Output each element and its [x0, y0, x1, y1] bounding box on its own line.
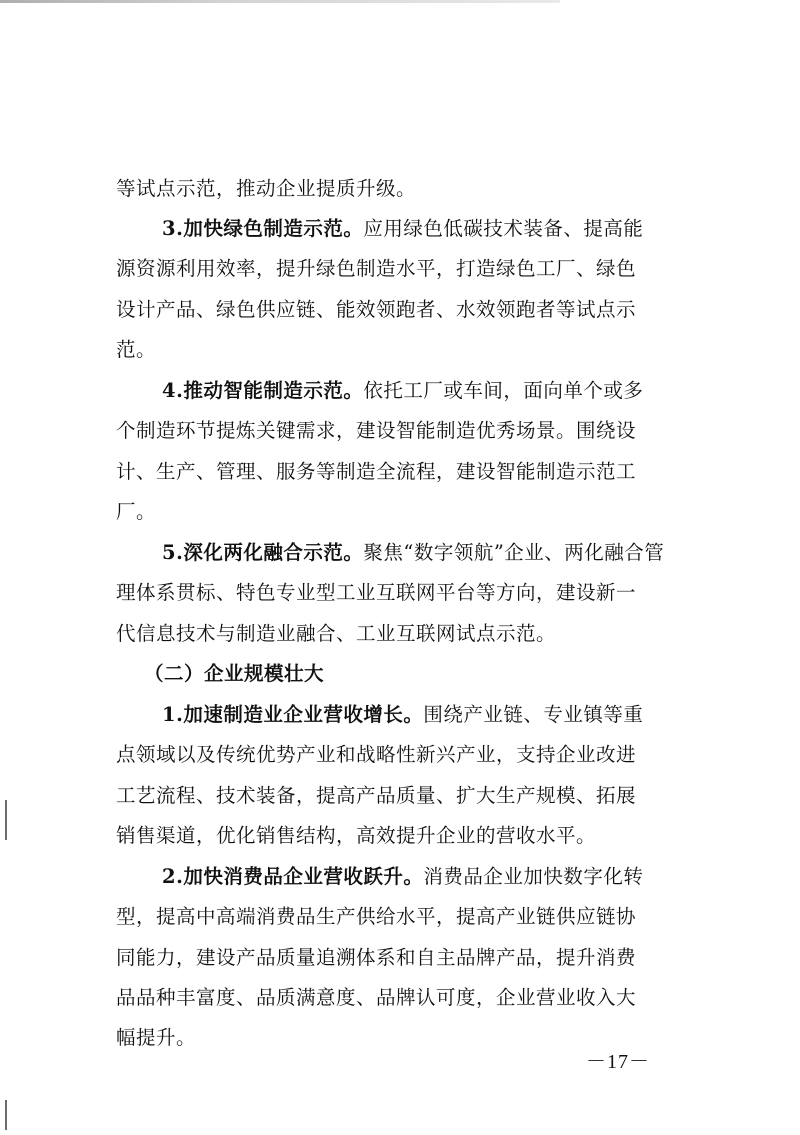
paragraph-text: 消费品企业加快数字化转 [423, 865, 644, 888]
paragraph-line: 销售渠道，优化销售结构，高效提升企业的营收水平。 [116, 824, 597, 847]
paragraph-line: 等试点示范，推动企业提质升级。 [116, 177, 417, 200]
paragraph-line: 代信息技术与制造业融合、工业互联网试点示范。 [116, 622, 557, 645]
heading-text: 1.加速制造业企业营收增长。 [162, 703, 424, 726]
paragraph-line: 工艺流程、技术装备，提高产品质量、扩大生产规模、拓展 [116, 784, 637, 807]
paragraph-line: 型，提高中高端消费品生产供给水平，提高产业链供应链协 [116, 905, 637, 928]
paragraph-line: 同能力，建设产品质量追溯体系和自主品牌产品，提升消费 [116, 946, 637, 969]
paragraph-line: 范。 [116, 338, 157, 361]
section-heading-smart-manufacturing [162, 378, 643, 404]
page-number: －17－ [586, 1051, 650, 1073]
paragraph-text: 依托工厂或车间，面向单个或多 [363, 379, 644, 402]
heading-text: 3.加快绿色制造示范。 [162, 217, 364, 240]
paragraph-line: 源资源利用效率，提升绿色制造水平，打造绿色工厂、绿色 [116, 257, 637, 280]
paragraph-line: 品品种丰富度、品质满意度、品牌认可度，企业营业收入大 [116, 986, 637, 1009]
paragraph-text: 围绕产业链、专业镇等重 [423, 703, 644, 726]
section-heading-revenue-growth [162, 702, 643, 728]
scan-left-mark [5, 800, 7, 840]
paragraph-line: 理体系贯标、特色专业型工业互联网平台等方向，建设新一 [116, 581, 637, 604]
section-heading-consumer-goods [162, 864, 643, 890]
paragraph-line: 幅提升。 [116, 1026, 197, 1049]
heading-text: 4.推动智能制造示范。 [162, 379, 364, 402]
heading-text: 5.深化两化融合示范。 [162, 541, 364, 564]
paragraph-text: 应用绿色低碳技术装备、提高能 [363, 217, 644, 240]
scan-left-mark [5, 1100, 7, 1130]
section-heading-green-manufacturing [162, 216, 643, 242]
heading-text: 2.加快消费品企业营收跃升。 [162, 865, 424, 888]
paragraph-line: 个制造环节提炼关键需求，建设智能制造优秀场景。围绕设 [116, 419, 637, 442]
paragraph-line: 计、生产、管理、服务等制造全流程，建设智能制造示范工 [116, 460, 637, 483]
paragraph-line: 厂。 [116, 500, 157, 523]
paragraph-line: 设计产品、绿色供应链、能效领跑者、水效领跑者等试点示 [116, 298, 637, 321]
paragraph-line: 点领域以及传统优势产业和战略性新兴产业，支持企业改进 [116, 743, 637, 766]
section-heading-integration [162, 540, 664, 566]
paragraph-text: 聚焦“数字领航”企业、两化融合管 [363, 541, 665, 564]
scan-top-edge [0, 0, 560, 3]
subsection-title: （二）企业规模壮大 [144, 662, 325, 685]
